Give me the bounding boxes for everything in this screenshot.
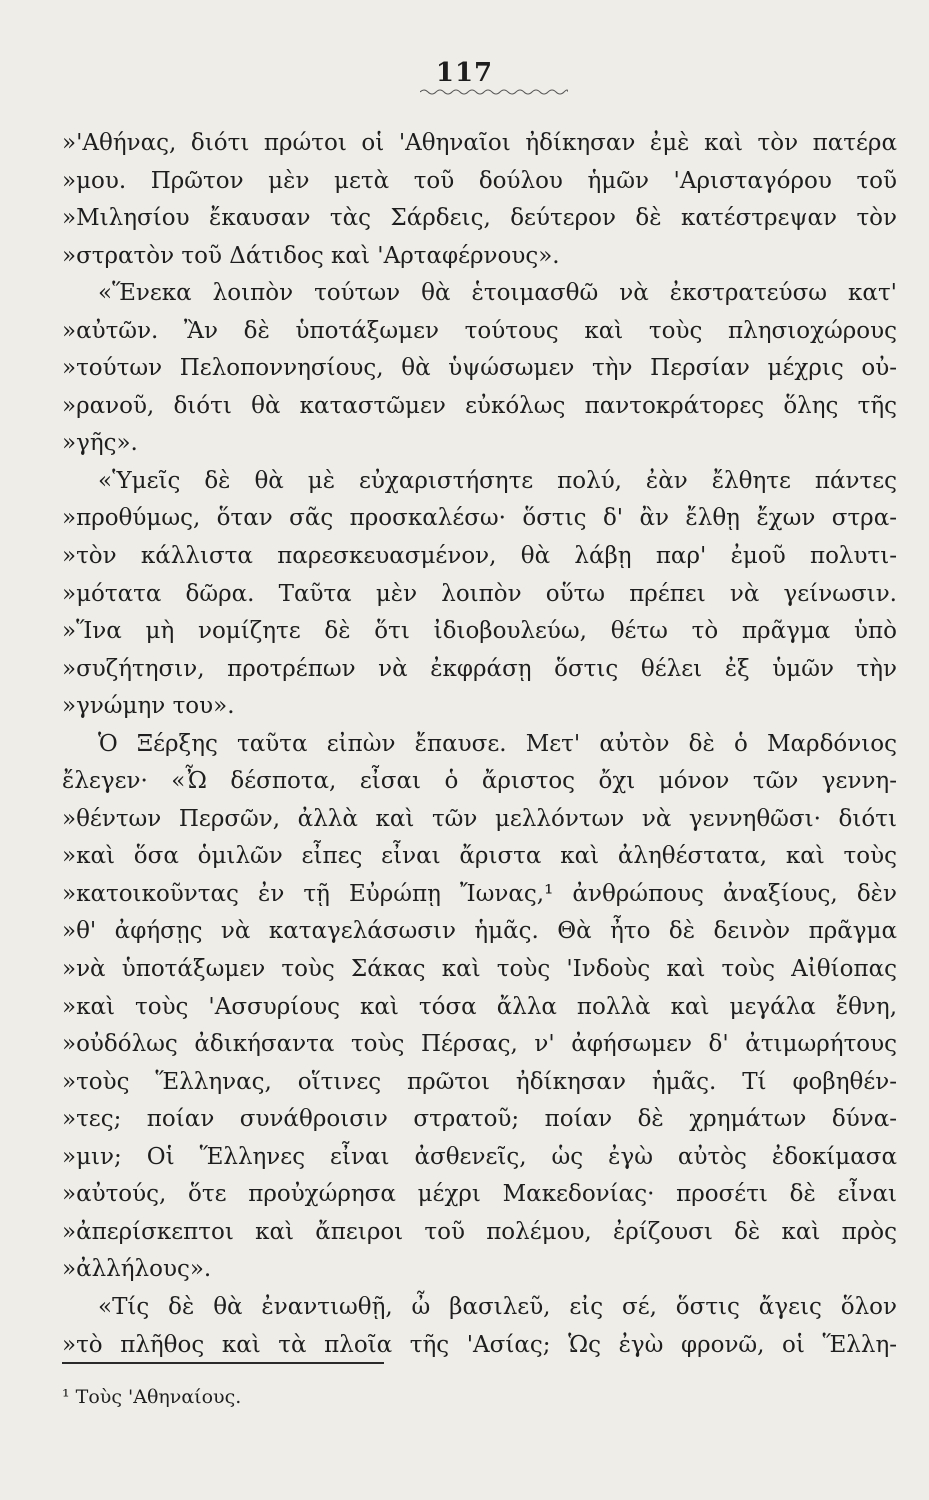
text-line: »τοὺς Ἕλληνας, οἵτινες πρῶτοι ἠδίκησαν ἡμᾶς. Τί φοβηθέν- (62, 1068, 897, 1095)
body-text (62, 125, 897, 1364)
text-line: »τὸν κάλλιστα παρεσκευασμένον, θὰ λάβῃ παρ' ἐμοῦ πολυτι- (62, 543, 897, 570)
text-line: »θέντων Περσῶν, ἀλλὰ καὶ τῶν μελλόντων νὰ γεννηθῶσι· διότι (62, 805, 897, 832)
footnote-rule (62, 1362, 384, 1364)
text-line: »αὐτούς, ὅτε προὐχώρησα μέχρι Μακεδονίας· προσέτι δὲ εἶναι (62, 1181, 897, 1208)
decorative-wavy-rule (420, 88, 568, 96)
text-line: ἔλεγεν· «Ὦ δέσποτα, εἶσαι ὁ ἄριστος ὄχι μόνον τῶν γεννη- (62, 768, 897, 795)
text-line: »μιν; Οἱ Ἕλληνες εἶναι ἀσθενεῖς, ὡς ἐγὼ αὐτὸς ἐδοκίμασα (62, 1143, 897, 1170)
text-line: »νὰ ὑποτάξωμεν τοὺς Σάκας καὶ τοὺς 'Ινδοὺς καὶ τοὺς Αἰθίοπας (62, 956, 897, 983)
text-line: »Μιλησίου ἔκαυσαν τὰς Σάρδεις, δεύτερον δὲ κατέστρεψαν τὸν (62, 205, 897, 232)
text-line: «Ἕνεκα λοιπὸν τούτων θὰ ἑτοιμασθῶ νὰ ἐκστρατεύσω κατ' (98, 280, 897, 307)
text-line: »αὐτῶν. Ἂν δὲ ὑποτάξωμεν τούτους καὶ τοὺς πλησιοχώρους (62, 317, 897, 344)
text-line: »γνώμην του». (62, 693, 235, 720)
footnote: ¹ Τοὺς 'Αθηναίους. (62, 1386, 242, 1408)
text-line: »καὶ τοὺς 'Ασσυρίους καὶ τόσα ἄλλα πολλὰ καὶ μεγάλα ἔθνη, (62, 993, 897, 1020)
text-line: »ἀλλήλους». (62, 1256, 212, 1283)
text-line: »στρατὸν τοῦ Δάτιδος καὶ 'Αρταφέρνους». (62, 242, 560, 269)
text-line: »γῆς». (62, 430, 138, 457)
text-line: »συζήτησιν, προτρέπων νὰ ἐκφράσῃ ὅστις θέλει ἐξ ὑμῶν τὴν (62, 655, 897, 682)
text-line: »τούτων Πελοποννησίους, θὰ ὑψώσωμεν τὴν Περσίαν μέχρις οὐ- (62, 355, 897, 382)
text-line: «Ὑμεῖς δὲ θὰ μὲ εὐχαριστήσητε πολύ, ἐὰν ἔλθητε πάντες (98, 467, 897, 494)
text-line: »ἀπερίσκεπτοι καὶ ἄπειροι τοῦ πολέμου, ἐρίζουσι δὲ καὶ πρὸς (62, 1218, 897, 1245)
text-line: »Ἵνα μὴ νομίζητε δὲ ὅτι ἰδιοβουλεύω, θέτω τὸ πρᾶγμα ὑπὸ (62, 618, 897, 645)
text-line: »καὶ ὅσα ὁμιλῶν εἶπες εἶναι ἄριστα καὶ ἀληθέστατα, καὶ τοὺς (62, 843, 897, 870)
text-line: »τες; ποίαν συνάθροισιν στρατοῦ; ποίαν δὲ χρημάτων δύνα- (62, 1106, 897, 1133)
text-line: «Τίς δὲ θὰ ἐναντιωθῇ, ὦ βασιλεῦ, εἰς σέ, ὅστις ἄγεις ὅλον (98, 1293, 897, 1320)
text-line: »προθύμως, ὅταν σᾶς προσκαλέσω· ὅστις δ' ἂν ἔλθῃ ἔχων στρα- (62, 505, 897, 532)
text-line: »θ' ἀφήσῃς νὰ καταγελάσωσιν ἡμᾶς. Θὰ ἦτο δὲ δεινὸν πρᾶγμα (62, 918, 897, 945)
page-number: 117 (435, 58, 494, 88)
text-line: »τὸ πλῆθος καὶ τὰ πλοῖα τῆς 'Ασίας; Ὡς ἐγὼ φρονῶ, οἱ Ἕλλη- (62, 1331, 897, 1358)
text-line: »μου. Πρῶτον μὲν μετὰ τοῦ δούλου ἡμῶν 'Αρισταγόρου τοῦ (62, 167, 897, 194)
text-line: »μότατα δῶρα. Ταῦτα μὲν λοιπὸν οὕτω πρέπει νὰ γείνωσιν. (62, 580, 897, 607)
text-line: »'Αθήνας, διότι πρώτοι οἱ 'Αθηναῖοι ἠδίκησαν ἐμὲ καὶ τὸν πατέρα (62, 130, 897, 156)
text-line: »κατοικοῦντας ἐν τῇ Εὐρώπῃ Ἴωνας,¹ ἀνθρώπους ἀναξίους, δὲν (62, 880, 897, 907)
text-line: »ρανοῦ, διότι θὰ καταστῶμεν εὐκόλως παντοκράτορες ὅλης τῆς (62, 392, 897, 419)
text-line: Ὁ Ξέρξης ταῦτα εἰπὼν ἔπαυσε. Μετ' αὐτὸν δὲ ὁ Μαρδόνιος (98, 730, 897, 757)
text-line: »οὐδόλως ἀδικήσαντα τοὺς Πέρσας, ν' ἀφήσωμεν δ' ἀτιμωρήτους (62, 1031, 897, 1058)
